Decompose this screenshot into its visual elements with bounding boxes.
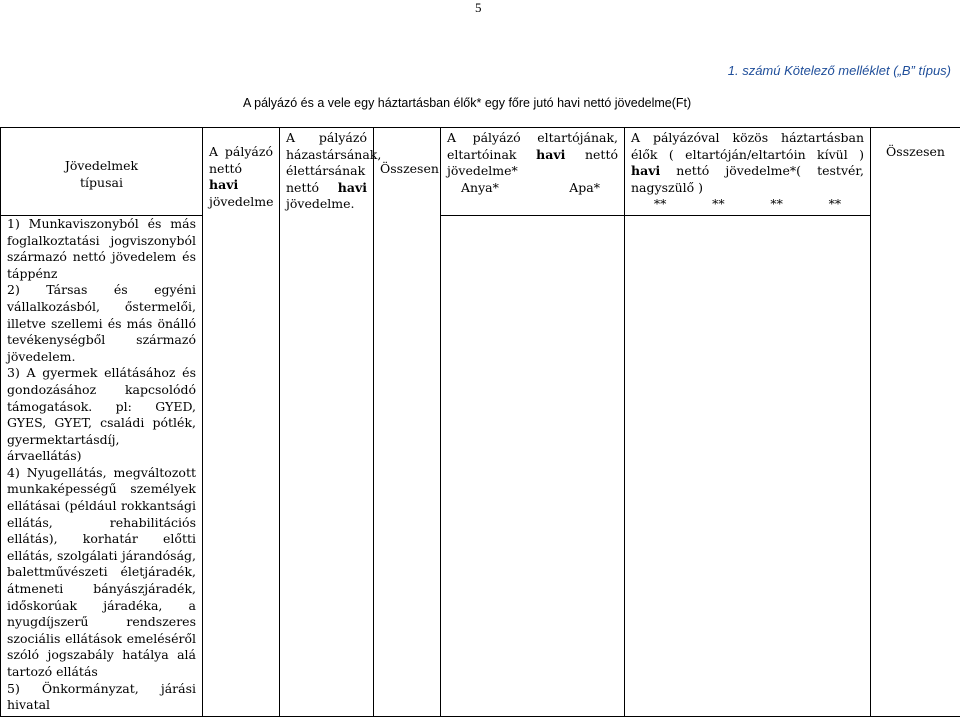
header-income-types: Jövedelmek típusai bbox=[1, 128, 203, 216]
income-type-5: 5) Önkormányzat, járási hivatal bbox=[7, 681, 196, 714]
income-type-3: 3) A gyermek ellátásához és gondozásához kapcsolódó támogatások. pl: GYED, GYES, GYET, családi pótlék, gyermektartásdíj, árvaellátás) bbox=[7, 365, 196, 465]
header-total-1: Összesen bbox=[374, 128, 441, 717]
household-values bbox=[625, 215, 871, 716]
header-spouse: A pályázó házastársának, élettársának nettó havi jövedelme. bbox=[280, 128, 374, 717]
header-household: A pályázóval közös háztartásban élők ( eltartóján/eltartóin kívül ) havi nettó jövedelme*( testvér, nagyszülő ) ** ** ** ** bbox=[625, 128, 871, 216]
sub-father: Apa* bbox=[569, 180, 600, 197]
supporter-subheaders bbox=[447, 180, 618, 197]
page-number: 5 bbox=[475, 0, 482, 16]
header-supporter: A pályázó eltartójának, eltartóinak havi nettó jövedelme* Anya* Apa* bbox=[441, 128, 625, 216]
income-type-4: 4) Nyugellátás, megváltozott munkaképességű személyek ellátásai (például rokkantsági ellátás, rehabilitációs ellátás), korhatár előtti ellátás, szolgálati járandóság, balettművészeti életjáradék, átmeneti bányászjáradék, időskorúak járadéka, a nyugdíjszerű rendszeres szociális ellátások emeléséről szóló jogszabály hatálya alá tartozó ellátás bbox=[7, 465, 196, 681]
sub-mother: Anya* bbox=[461, 180, 499, 197]
household-subheaders: ** ** ** ** bbox=[631, 196, 864, 213]
supporter-values bbox=[441, 215, 625, 716]
income-table bbox=[0, 127, 960, 717]
income-type-1: 1) Munkaviszonyból és más foglalkoztatási jogviszonyból származó nettó jövedelem és táppénz bbox=[7, 216, 196, 282]
income-types-cell bbox=[1, 215, 203, 716]
header-total-2: Összesen bbox=[871, 128, 960, 717]
table-caption: A pályázó és a vele egy háztartásban élők* egy főre jutó havi nettó jövedelme(Ft) bbox=[243, 96, 691, 110]
income-type-2: 2) Társas és egyéni vállalkozásból, őstermelői, illetve szellemi és más önálló tevékenységből származó jövedelem. bbox=[7, 282, 196, 365]
annex-title: 1. számú Kötelező melléklet („B” típus) bbox=[728, 63, 951, 78]
header-applicant: A pályázó nettó havi jövedelme bbox=[203, 128, 280, 717]
